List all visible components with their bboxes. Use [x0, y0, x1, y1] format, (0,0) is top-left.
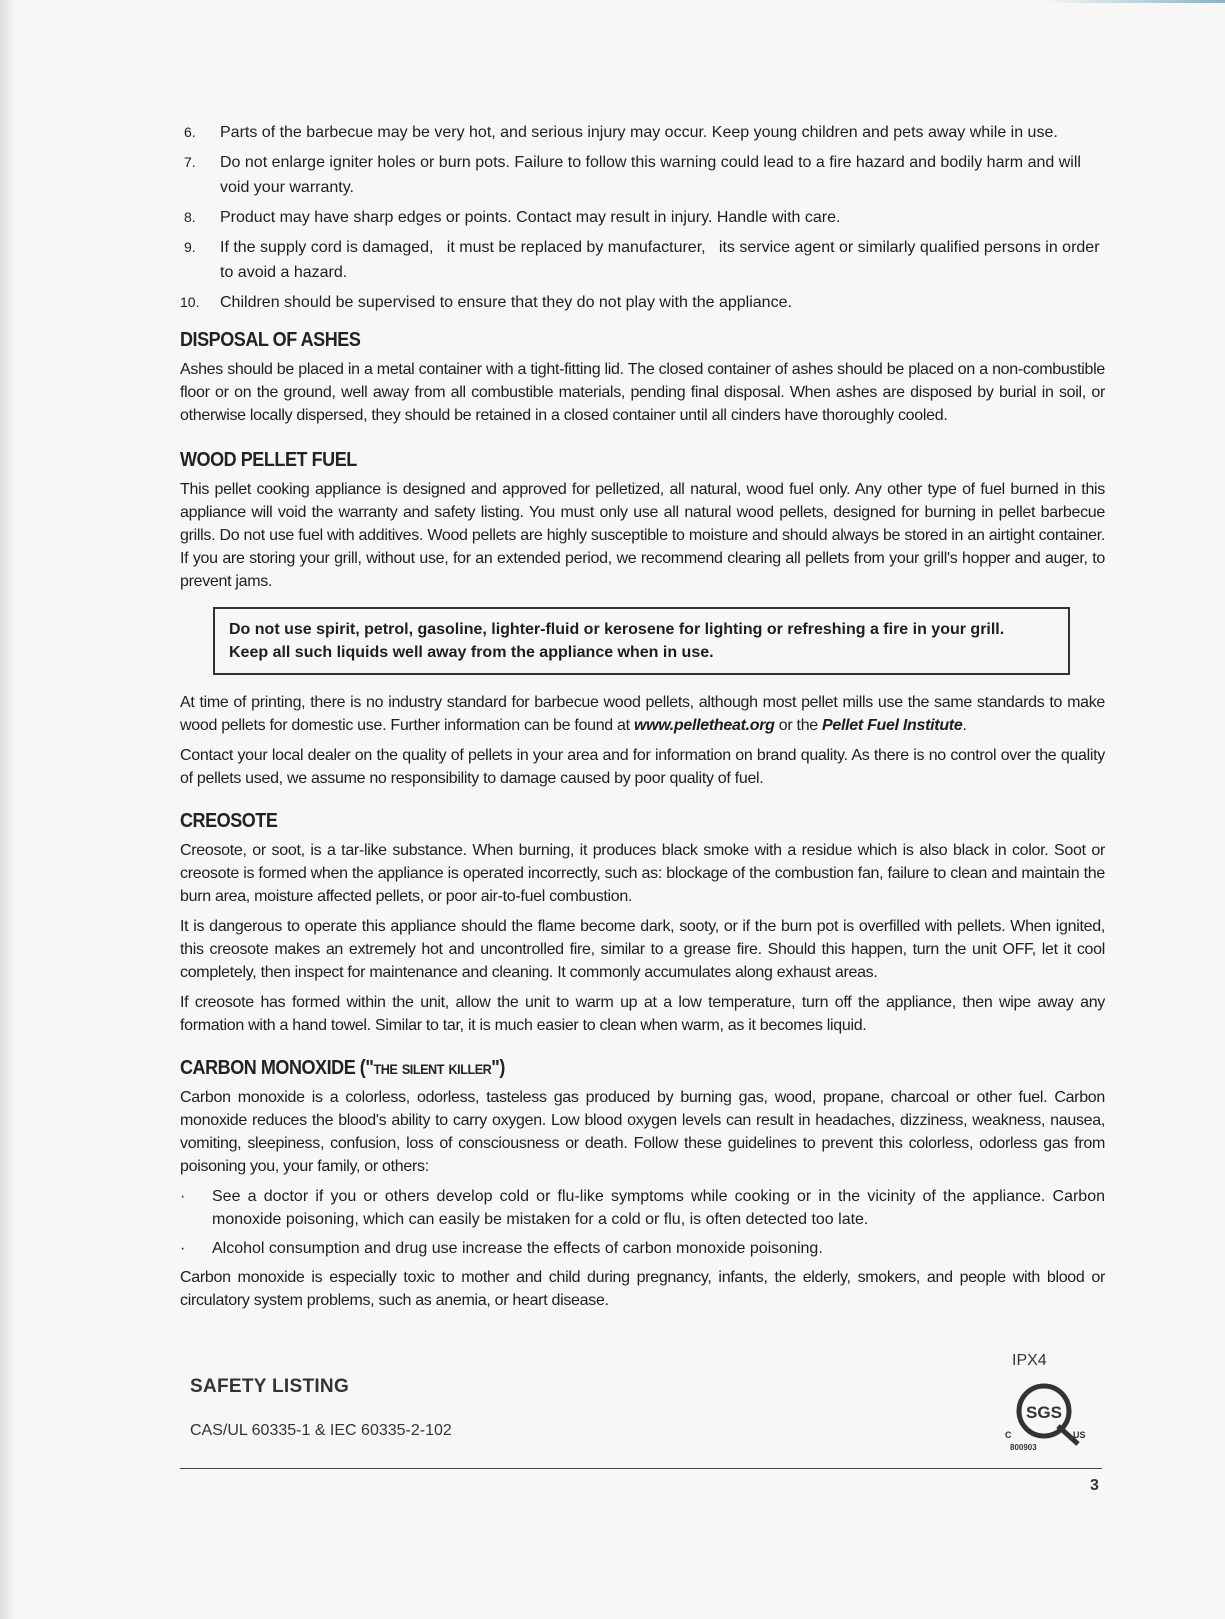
page-edge-shadow	[0, 0, 14, 1619]
list-item: 7. Do not enlarge igniter holes or burn pots. Failure to follow this warning could lead to a fire hazard and bodily harm and will void your warranty.	[184, 154, 1081, 196]
carbon-paragraph-1: Carbon monoxide is a colorless, odorless, tasteless gas produced by burning gas, wood, propane, charcoal or other fuel. Carbon monoxide reduces the blood's ability to carry oxygen. Low blood oxygen levels can result in headaches, dizziness, weakness, nausea, vomiting, sleepiness, confusion, loss of consciousness or death. Follow these guidelines to prevent this colorless, odorless gas from poisoning you, your family, or others:	[180, 1089, 1105, 1175]
section-heading-carbon-monoxide: CARBON MONOXIDE ("the silent killer")	[180, 1057, 505, 1079]
bullet-dot: ·	[180, 1188, 186, 1205]
disposal-paragraph: Ashes should be placed in a metal container with a tight-fitting lid. The closed container of ashes should be placed on a non-combustible floor or on the ground, well away from all combustible materials, pending final disposal. When ashes are disposed by burial in soil, or otherwise locally dispersed, they should be retained in a closed container until all cinders have thoroughly cooled.	[180, 361, 1105, 424]
creosote-paragraph-3: If creosote has formed within the unit, allow the unit to warm up at a low temperature, turn off the appliance, then wipe away any formation with a hand towel. Similar to tar, it is much easier to clean when warm, as it becomes liquid.	[180, 994, 1105, 1034]
wood-paragraph-3: Contact your local dealer on the quality of pellets in your area and for information on brand quality. As there is no control over the quality of pellets used, we assume no responsibility to damage caused by poor quality of fuel.	[180, 747, 1105, 787]
creosote-paragraph-2: It is dangerous to operate this appliance should the flame become dark, sooty, or if the burn pot is overfilled with pellets. When ignited, this creosote makes an extremely hot and uncontrolled fire, similar to a grease fire. Should this happen, turn the unit OFF, let it cool completely, then inspect for maintenance and cleaning. It commonly accumulates along exhaust areas.	[180, 918, 1105, 981]
page-number: 3	[1090, 1477, 1099, 1494]
list-item: 6. Parts of the barbecue may be very hot, and serious injury may occur. Keep young children and pets away while in use.	[184, 124, 1058, 141]
safety-instruction-list	[180, 120, 1105, 315]
safety-standard: CAS/UL 60335-1 & IEC 60335-2-102	[190, 1422, 452, 1439]
top-edge-line	[14, 0, 1225, 3]
section-heading-creosote: CREOSOTE	[180, 810, 278, 832]
pelletheat-link: www.pelletheat.org	[633, 717, 775, 734]
list-item: · Alcohol consumption and drug use increase the effects of carbon monoxide poisoning.	[180, 1237, 1105, 1260]
safety-listing-title: SAFETY LISTING	[190, 1376, 350, 1397]
list-item: 8. Product may have sharp edges or points. Contact may result in injury. Handle with care.	[184, 209, 841, 226]
bullet-dot: ·	[180, 1240, 186, 1257]
safety-listing	[190, 1376, 452, 1440]
sgs-c-mark: C	[1005, 1430, 1012, 1440]
list-item: · See a doctor if you or others develop cold or flu-like symptoms while cooking or in the vicinity of the appliance. Carbon monoxide poisoning, which can easily be mistaken for a cold or flu, is often detected too late.	[180, 1185, 1105, 1231]
list-item: 9. If the supply cord is damaged, it must be replaced by manufacturer, its service agent or similarly qualified persons in order to avoid a hazard.	[184, 239, 1104, 281]
warning-box	[213, 607, 1070, 675]
list-item: 10. Children should be supervised to ensure that they do not play with the appliance.	[180, 294, 792, 311]
footer-rule	[180, 1468, 1102, 1469]
pellet-fuel-institute: Pellet Fuel Institute	[822, 717, 963, 734]
warning-line-2: Keep all such liquids well away from the appliance when in use.	[229, 644, 714, 661]
sgs-text: SGS	[1026, 1403, 1062, 1422]
ip-rating: IPX4	[1012, 1352, 1047, 1369]
section-heading-disposal: DISPOSAL OF ASHES	[180, 329, 361, 351]
page-content	[180, 120, 1105, 1319]
sgs-certification-logo	[1000, 1378, 1090, 1452]
warning-line-1: Do not use spirit, petrol, gasoline, lighter-fluid or kerosene for lighting or refreshing a fire in your grill.	[229, 621, 1005, 638]
wood-paragraph-2: At time of printing, there is no industry standard for barbecue wood pellets, although most pellet mills use the same standards to make wood pellets for domestic use. Further information can be found at www.pelletheat.org or the Pellet Fuel Institute.	[180, 694, 1105, 734]
sgs-number: 800903	[1010, 1443, 1037, 1452]
wood-paragraph-1: This pellet cooking appliance is designed and approved for pelletized, all natural, wood fuel only. Any other type of fuel burned in this appliance will void the warranty and safety listing. You must only use all natural wood pellets, designed for burning in pellet barbecue grills. Do not use fuel with additives. Wood pellets are highly susceptible to moisture and should always be stored in an airtight container. If you are storing your grill, without use, for an extended period, we recommend clearing all pellets from your grill's hopper and auger, to prevent jams.	[180, 481, 1105, 590]
section-heading-wood-pellet: WOOD PELLET FUEL	[180, 449, 357, 471]
creosote-paragraph-1: Creosote, or soot, is a tar-like substance. When burning, it produces black smoke with a residue which is also black in color. Soot or creosote is formed when the appliance is operated incorrectly, such as: blockage of the combustion fan, failure to clean and maintain the burn area, moisture affected pellets, or poor air-to-fuel combustion.	[180, 842, 1105, 905]
sgs-us-mark: US	[1073, 1430, 1086, 1440]
carbon-paragraph-2: Carbon monoxide is especially toxic to mother and child during pregnancy, infants, the elderly, smokers, and people with blood or circulatory system problems, such as anemia, or heart disease.	[180, 1269, 1105, 1309]
